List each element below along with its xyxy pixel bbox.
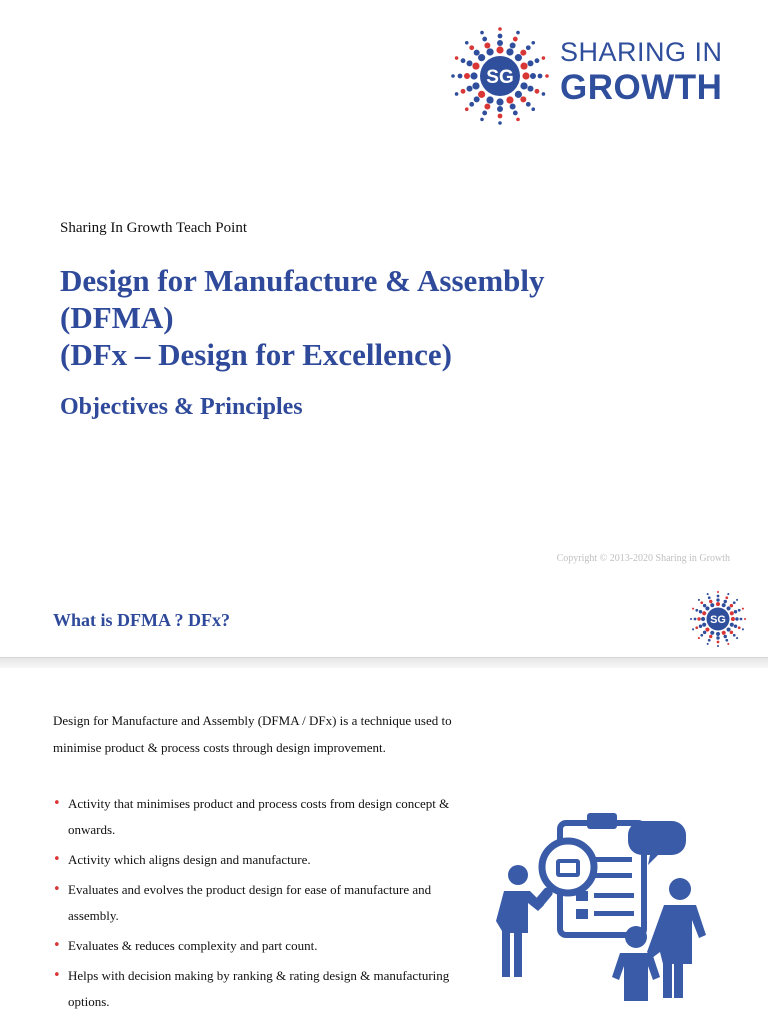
title-line-2: (DFMA) (60, 300, 174, 335)
bullet-text: Evaluates & reduces complexity and part count. (68, 938, 318, 953)
slide-subtitle: Objectives & Principles (60, 394, 303, 420)
bullet-dot-icon: • (53, 796, 61, 811)
title-line-3: (DFx – Design for Excellence) (60, 337, 452, 372)
sharing-in-growth-logo (446, 22, 746, 130)
bullet-text: Activity which aligns design and manufacture. (68, 852, 311, 867)
list-item (53, 847, 473, 873)
intro-paragraph: Design for Manufacture and Assembly (DFMA / DFx) is a technique used to minimise product & process costs through design improvement. (53, 713, 452, 755)
copyright-notice: Copyright © 2013-2020 Sharing in Growth (556, 553, 730, 564)
sg-sunburst-icon (446, 22, 554, 130)
logo-wordmark (560, 36, 723, 108)
list-item (53, 877, 473, 929)
bullet-list (53, 791, 473, 1019)
bullet-dot-icon: • (53, 938, 61, 953)
bullet-text: Helps with decision making by ranking & rating design & manufacturing options. (68, 968, 450, 1009)
logo-line-1: SHARING IN (560, 37, 723, 67)
content-slide (0, 583, 768, 1024)
slide-separator (0, 657, 768, 668)
bullet-dot-icon: • (53, 852, 61, 867)
slide-title (60, 262, 750, 373)
teach-point-label: Sharing In Growth Teach Point (60, 220, 247, 236)
bullet-dot-icon: • (53, 968, 61, 983)
bullet-text: Evaluates and evolves the product design for ease of manufacture and assembly. (68, 882, 432, 923)
list-item (53, 963, 473, 1015)
list-item (53, 933, 473, 959)
sg-small-logo-icon (687, 588, 749, 650)
team-clipboard-review-icon (484, 811, 716, 1001)
list-item (53, 791, 473, 843)
svg-text:SG: SG (710, 614, 726, 627)
bullet-dot-icon: • (53, 882, 61, 897)
svg-text:SG: SG (486, 67, 514, 88)
section-heading: What is DFMA ? DFx? (53, 610, 230, 630)
logo-line-2: GROWTH (560, 68, 723, 107)
title-line-1: Design for Manufacture & Assembly (60, 263, 545, 298)
bullet-text: Activity that minimises product and process costs from design concept & onwards. (68, 796, 450, 837)
